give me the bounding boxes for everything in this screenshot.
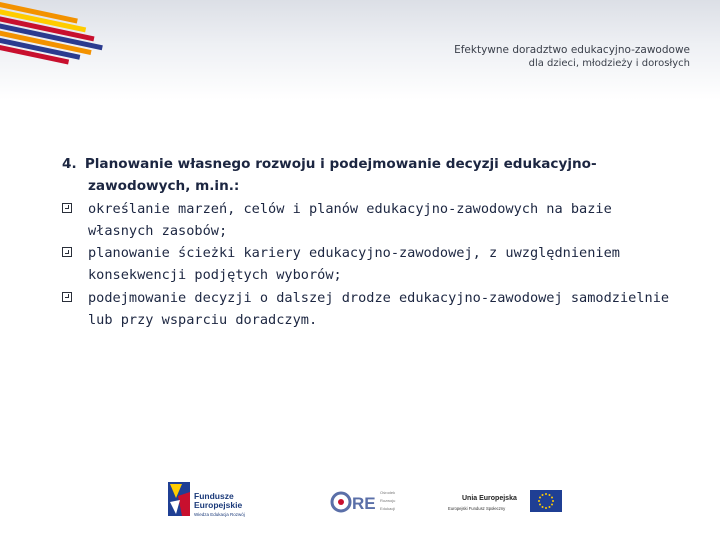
list-item-text: planowanie ścieżki kariery edukacyjno-zawodowej, z uwzględnieniem konsekwencji podjętych wyborów;	[88, 245, 620, 284]
fe-logo-line1: Fundusze	[194, 491, 234, 501]
section-heading	[62, 153, 672, 198]
bullet-list	[62, 198, 672, 332]
list-item	[62, 242, 672, 287]
slide-content	[62, 153, 672, 331]
footer-logos	[0, 478, 720, 528]
ue-subtitle: Europejski Fundusz Społeczny	[448, 506, 506, 511]
ore-label-line2: Rozwoju	[380, 498, 396, 503]
ore-logo	[330, 488, 405, 518]
fe-flag-icon	[168, 482, 190, 516]
svg-text:RE: RE	[352, 494, 376, 513]
ue-title: Unia Europejska	[462, 495, 517, 502]
ore-mark-icon	[330, 488, 378, 516]
list-item-text: określanie marzeń, celów i planów edukacyjno-zawodowych na bazie własnych zasobów;	[88, 200, 612, 239]
ore-label-line3: Edukacji	[380, 506, 396, 511]
list-item	[62, 287, 672, 332]
header-title	[454, 44, 690, 70]
ore-label-line1: Ośrodek	[380, 490, 396, 495]
list-item-text: podejmowanie decyzji o dalszej drodze edukacyjno-zawodowej samodzielnie lub przy wsparciu doradczym.	[88, 289, 670, 329]
header-title-line1: Efektywne doradztwo edukacyjno-zawodowe	[454, 44, 690, 56]
heading-text: Planowanie własnego rozwoju i podejmowanie decyzji edukacyjno-zawodowych, m.in.:	[84, 156, 597, 195]
header-title-line2: dla dzieci, młodzieży i dorosłych	[528, 58, 690, 69]
fe-logo-line2: Europejskie	[194, 500, 243, 510]
checkbox-bullet-icon	[62, 203, 72, 213]
checkbox-bullet-icon	[62, 247, 72, 257]
heading-number: 4.	[62, 156, 77, 172]
decorative-stripes	[0, 0, 140, 70]
unia-europejska-logo	[448, 486, 563, 518]
fe-logo-line3: Wiedza Edukacja Rozwój	[194, 512, 245, 517]
list-item	[62, 198, 672, 243]
eu-flag-icon	[530, 490, 562, 512]
checkbox-bullet-icon	[62, 292, 72, 302]
fundusze-europejskie-logo	[168, 482, 268, 522]
